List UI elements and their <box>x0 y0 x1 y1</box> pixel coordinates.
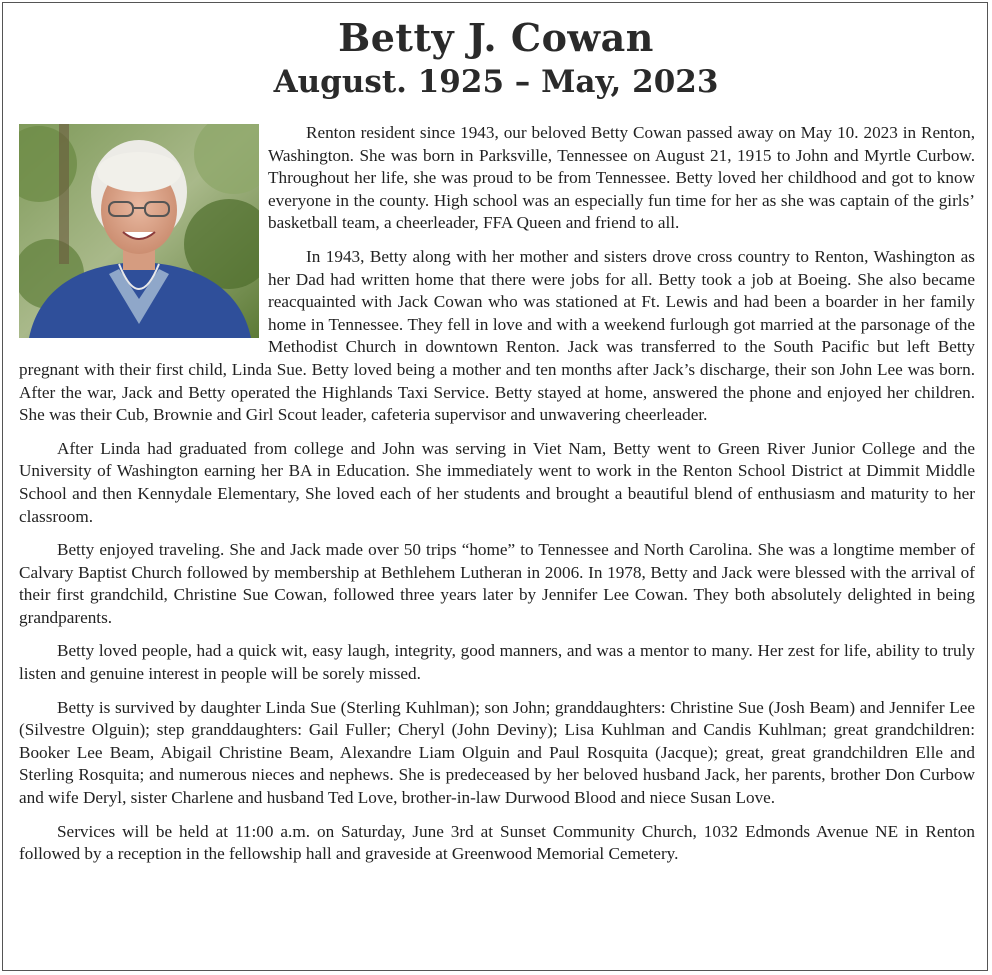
obituary-dates: August. 1925 – May, 2023 <box>273 64 719 100</box>
obituary-body <box>19 122 975 877</box>
paragraph-2: In 1943, Betty along with her mother and sisters drove cross country to Renton, Washington as her Dad had written home that there were jobs for all. Betty took a job at Boeing. She also became reacquainted with Jack Cowan who was stationed at Ft. Lewis and had been a boarder in her family home in Tennessee. They fell in love and with a weekend furlough got married at the parsonage of the Methodist Church in downtown Renton. Jack was transferred to the South Pacific but left Betty pregnant with their first child, Linda Sue. Betty loved being a mother and ten months after Jack’s discharge, their son John Lee was born. After the war, Jack and Betty operated the Highlands Taxi Service. Betty stayed at home, answered the phone and enjoyed her children. She was their Cub, Brownie and Girl Scout leader, cafeteria supervisor and unwavering cheerleader. <box>19 246 975 425</box>
paragraph-5: Betty loved people, had a quick wit, easy laugh, integrity, good manners, and was a mentor to many. Her zest for life, ability to truly listen and genuine interest in people will be sorely missed. <box>19 641 975 684</box>
paragraph-7: Services will be held at 11:00 a.m. on Saturday, June 3rd at Sunset Community Church, 1032 Edmonds Avenue NE in Renton followed by a reception in the fellowship hall and graveside at Greenwood Memorial Cemetery. <box>19 821 975 864</box>
photo-spacer <box>19 122 268 350</box>
paragraph-6: Betty is survived by daughter Linda Sue (Sterling Kuhlman); son John; granddaughters: Christine Sue (Josh Beam) and Jennifer Lee (Silvestre Olguin); step granddaughters: Gail Fuller; Cheryl (John Deviny); Lisa Kuhlman and Candis Kuhlman; great grandchildren: Booker Lee Beam, Abigail Christine Beam, Alexandre Liam Olguin and Paul Rosquita (Jacque); great, great grandchildren Elle and Sterling Rosquita; and numerous nieces and nephews. She is predeceased by her beloved husband Jack, her parents, brother Don Curbow and wife Deryl, sister Charlene and husband Ted Love, brother-in-law Durwood Blood and niece Susan Love. <box>19 697 975 808</box>
paragraph-4: Betty enjoyed traveling. She and Jack made over 50 trips “home” to Tennessee and North Carolina. She was a longtime member of Calvary Baptist Church followed by membership at Bethlehem Lutheran in 2006. In 1978, Betty and Jack were blessed with the arrival of their first grandchild, Christine Sue Cowan, followed three years later by Jennifer Lee Cowan. They both absolutely delighted in being grandparents. <box>19 540 975 627</box>
paragraph-1: Renton resident since 1943, our beloved Betty Cowan passed away on May 10. 2023 in Renton, Washington. She was born in Parksville, Tennessee on August 21, 1915 to John and Myrtle Curbow. Throughout her life, she was proud to be from Tennessee. Betty loved her childhood and got to know everyone in the county. High school was an especially fun time for her as she was captain of the girls’ basketball team, a cheerleader, FFA Queen and friend to all. <box>268 123 975 233</box>
obituary-name: Betty J. Cowan <box>338 15 654 60</box>
paragraph-3: After Linda had graduated from college and John was serving in Viet Nam, Betty went to Green River Junior College and the University of Washington earning her BA in Education. She immediately went to work in the Renton School District at Dimmit Middle School and then Kennydale Elementary, She loved each of her students and brought a beautiful blend of enthusiasm and maturity to her classroom. <box>19 438 975 526</box>
